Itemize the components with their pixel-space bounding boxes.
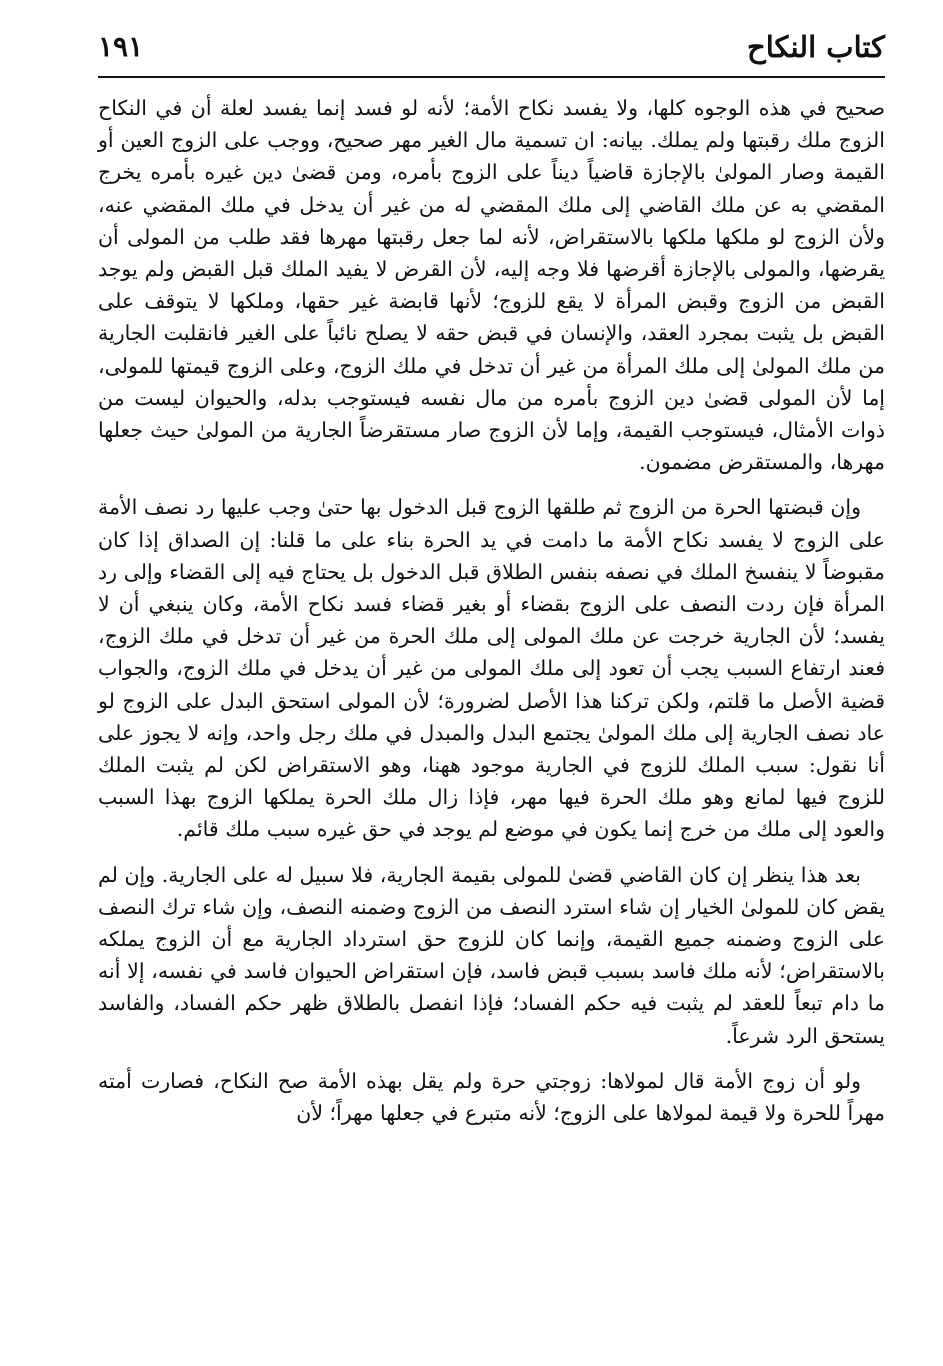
paragraph: بعد هذا ينظر إن كان القاضي قضىٰ للمولى بقيمة الجارية، فلا سبيل له على الجارية. وإن لم يقض كان للمولىٰ الخيار إن شاء استرد النصف من الزوج وضمنه النصف، وإن شاء ترك النصف على الزوج وضمنه جميع القيمة، وإنما كان للزوج حق استرداد الجارية مع أن الزوج يملكه بالاستقراض؛ لأنه ملك فاسد بسبب قبض فاسد، فإن استقراض الحيوان فاسد في نفسه، إلا أنه ما دام تبعاً للعقد لم يثبت فيه حكم الفساد؛ فإذا انفصل بالطلاق ظهر حكم الفساد، والفاسد يستحق الرد شرعاً.	[98, 862, 885, 1048]
page-number: ١٩١	[98, 30, 144, 63]
page-header	[98, 24, 885, 74]
paragraph: ولو أن زوج الأمة قال لمولاها: زوجتي حرة ولم يقل بهذه الأمة صح النكاح، فصارت أمته مهراً للحرة ولا قيمة لمولاها على الزوج؛ لأنه متبرع في جعلها مهراً؛ لأن	[98, 1068, 885, 1126]
body-text	[98, 92, 885, 1129]
paragraph: صحيح في هذه الوجوه كلها، ولا يفسد نكاح الأمة؛ لأنه لو فسد إنما يفسد لعلة أن في النكاح الزوج ملك رقبتها ولم يملك. بيانه: ان تسمية مال الغير مهر صحيح، ووجب على الزوج العين أو القيمة وصار المولىٰ بالإجازة قاضياً ديناً على الزوج بأمره، ومن قضىٰ دين غيره بأمره يخرج المقضي به عن ملك القاضي إلى ملك المقضي له من غير أن يدخل في ملك المقضي عنه، ولأن الزوج لو ملكها ملكها بالاستقراض، لأنه لما جعل رقبتها مهرها فقد طلب من المولى أن يقرضها، والمولى بالإجازة أقرضها فلا وجه إليه، لأن القرض لا يفيد الملك قبل القبض ولم يوجد القبض من الزوج وقبض المرأة لا يقع للزوج؛ لأنها قابضة غير حقها، وملكها لا يتوقف على القبض بل يثبت بمجرد العقد، والإنسان في قبض حقه لا يصلح نائباً على الغير فانقلبت الجارية من ملك المولىٰ إلى ملك المرأة من غير أن تدخل في ملك الزوج، وعلى الزوج قيمتها للمولى، إما لأن المولى قضىٰ دين الزوج بأمره من مال نفسه فيستوجب بدله، والحيوان ليست من ذوات الأمثال، فيستوجب القيمة، وإما لأن الزوج صار مستقرضاً الجارية من المولىٰ حيث جعلها مهرها، والمستقرض مضمون.	[98, 96, 885, 475]
header-divider	[98, 76, 885, 78]
chapter-title: كتاب النكاح	[746, 30, 885, 64]
paragraph: وإن قبضتها الحرة من الزوج ثم طلقها الزوج قبل الدخول بها حتىٰ وجب عليها رد نصف الأمة على الزوج لا يفسد نكاح الأمة ما دامت في يد الحرة بناء على ما قلنا: إن الصداق إذا كان مقبوضاً لا ينفسخ الملك في نصفه بنفس الطلاق قبل الدخول بل يحتاج فيه إلى القضاء وإلى رد المرأة فإن ردت النصف على الزوج بقضاء أو بغير قضاء فسد نكاح الأمة، وكان ينبغي أن لا يفسد؛ لأن الجارية خرجت عن ملك المولى إلى ملك الحرة من غير أن تدخل في ملك الزوج، فعند ارتفاع السبب يجب أن تعود إلى ملك المولى من غير أن يدخل في ملك الزوج، والجواب قضية الأصل ما قلتم، ولكن تركنا هذا الأصل لضرورة؛ لأن المولى استحق البدل على الزوج لو عاد نصف الجارية إلى ملك المولىٰ يجتمع البدل والمبدل في ملك رجل واحد، وإنه لا يجوز على أنا نقول: سبب الملك للزوج في الجارية موجود ههنا، وهو الاستقراض لكن لم يثبت الملك للزوج فيها لمانع وهو ملك الحرة فيها مهر، فإذا زال ملك الحرة يملكها الزوج بهذا السبب والعود إلى ملك من خرج إنما يكون في موضع لم يوجد في حق غيره سبب ملك قائم.	[98, 495, 885, 842]
